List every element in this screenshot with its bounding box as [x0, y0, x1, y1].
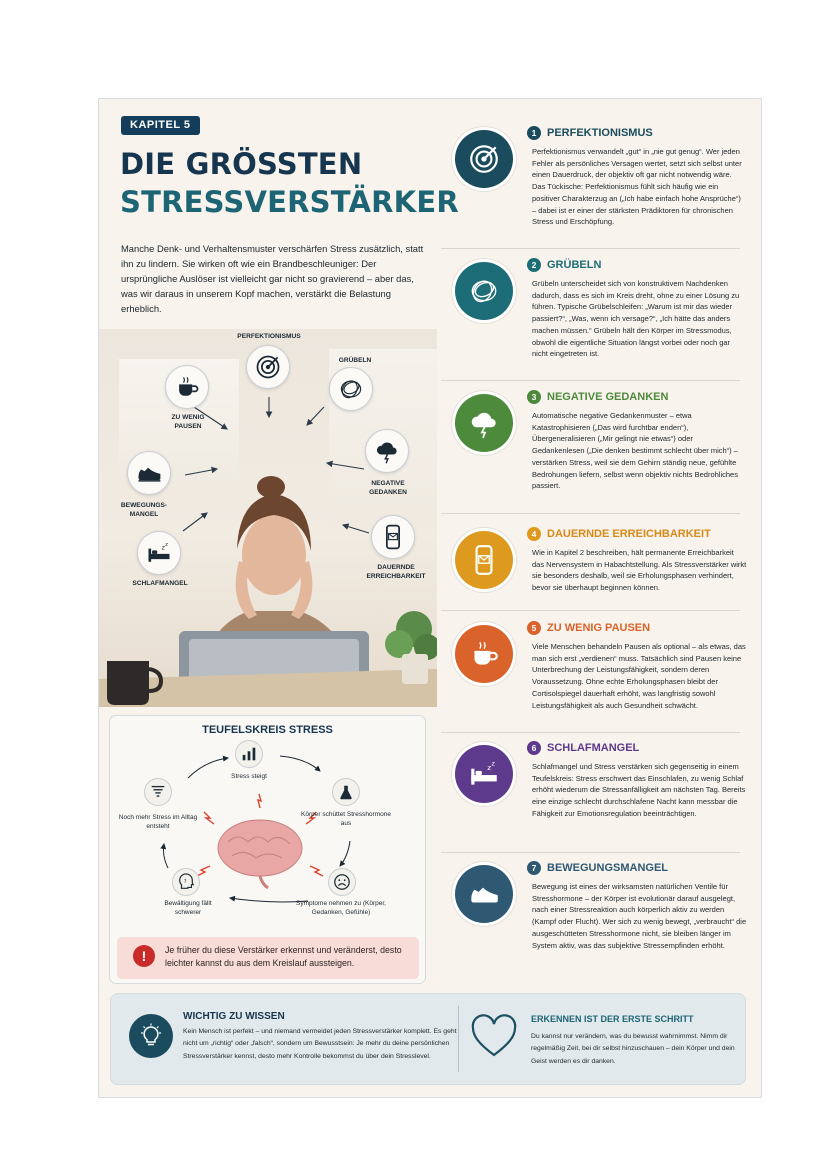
svg-text:z: z: [165, 542, 168, 548]
page-title-line-2: STRESSVERSTÄRKER: [120, 185, 459, 219]
hub-label-perfektionismus: PERFEKTIONISMUS: [237, 333, 301, 340]
scribble-icon: [467, 274, 501, 308]
divider: [441, 380, 740, 381]
item-1-number: 1: [527, 126, 541, 140]
warning-text: Je früher du diese Verstärker erkennst und veränderst, desto leichter kannst du aus dem Kreislauf aussteigen.: [165, 945, 402, 968]
item-5-text: Viele Menschen behandeln Pausen als optional – als etwas, das man sich erst „verdienen“ muss. Tatsächlich sind Pausen keine Unterbrechung der Leistungsfähigkeit, sondern deren Voraussetzung. Ohne echte Erholungsphasen bleibt der Cortisolspiegel dauerhaft erhöht, was langfristig sowohl Leistungsfähigkeit als auch Gesundheit schwächt.: [532, 642, 746, 710]
item-6-number: 6: [527, 741, 541, 755]
cycle-node-symptome: [328, 868, 356, 896]
hub-zu-wenig-pausen: [165, 365, 209, 409]
chapter-badge: KAPITEL 5: [121, 116, 200, 135]
hub-bewegungsmangel: [127, 451, 171, 495]
cycle-node-mehr-stress: [144, 778, 172, 806]
item-4-title: DAUERNDE ERREICHBARKEIT: [547, 528, 711, 540]
hub-gruebeln: [329, 367, 373, 411]
item-1-text: Perfektionismus verwandelt „gut“ in „nie gut genug“. Wer jeden Fehler als persönliches Versagen wertet, setzt sich selbst unter einen Dauerdruck, der objektiv oft gar nicht notwendig wäre. Das Tückische: Perfektionismus fühlt sich häufig wie ein positiver Charakterzug an („Ich habe einfach hohe Ansprüche“) – dabei ist er einer der stärksten Prädiktoren für chronischen Stress und Erschöpfung.: [532, 147, 742, 227]
info-text-left: Kein Mensch ist perfekt – und niemand vermeidet jeden Stressverstärker komplett. Es geht nicht um „richtig“ oder „falsch“, sondern um Bewusstsein: Je mehr du deine persönlichen Stressverstärker kennst, desto mehr Kontrolle bekommst du über dein Stresslevel.: [183, 1028, 457, 1060]
item-6-icon-circle: [455, 745, 513, 803]
smartphone-mail-icon: [379, 523, 407, 551]
svg-text:?: ?: [183, 878, 187, 885]
bar-chart-up-icon: [240, 745, 258, 763]
bed-icon: [467, 757, 501, 791]
item-2-number: 2: [527, 258, 541, 272]
intro-paragraph: Manche Denk- und Verhaltensmuster verschärfen Stress zusätzlich, statt ihn zu lindern. Sie wirken oft wie ein Brandbeschleuniger: Der ursprüngliche Auslöser ist vielleicht gar nicht so gravierend – aber das, was wir daraus in unserem Kopf machen, verstärkt die Belastung erheblich.: [121, 243, 424, 314]
lightbulb-icon: [129, 1014, 173, 1058]
item-4-number: 4: [527, 527, 541, 541]
item-3-text: Automatische negative Gedankenmuster – etwa Katastrophisieren („Das wird furchtbar enden“), Übergeneralisieren („Mir gelingt nie etwas“) oder Gedankenlesen („Die denken bestimmt schlecht über mich“) – verstärken Stress, weil sie dem Gehirn ständig neue, gefühlte Bedrohungen liefern, selbst wenn objektiv nichts Bedrohliches passiert.: [532, 411, 738, 491]
storm-cloud-icon: [467, 406, 501, 440]
item-3-icon-circle: [455, 394, 513, 452]
stress-hub-illustration: [99, 329, 437, 707]
item-4-text: Wie in Kapitel 2 beschreiben, hält permanente Erreichbarkeit das Nervensystem in Habachtstellung. Als Stressverstärker wirkt sie besonders deshalb, weil sie Erholungsphasen verhindert, bevor sie überhaupt beginnen können.: [532, 548, 747, 593]
sneaker-icon: [467, 877, 501, 911]
item-2-text: Grübeln unterscheidet sich von konstruktivem Nachdenken dadurch, dass es sich im Kreis dreht, ohne zu einer Lösung zu führen. Typische Grübelschleifen: „Warum ist mir das wieder passiert?“, „Was, wenn ich versage?“, „Ich hätte das anders machen müssen.“ Grübeln hält den Körper im Stressmodus, obwohl die eigentliche Situation längst vorbei oder noch gar nicht eingetreten ist.: [532, 279, 740, 359]
info-divider: [458, 1006, 459, 1072]
item-7-icon-circle: [455, 865, 513, 923]
info-title-right: ERKENNEN IST DER ERSTE SCHRITT: [531, 1014, 694, 1024]
sneaker-icon: [135, 459, 163, 487]
item-5-icon-circle: [455, 625, 513, 683]
item-7-number: 7: [527, 861, 541, 875]
cycle-title: TEUFELSKREIS STRESS: [202, 724, 333, 736]
divider: [441, 610, 740, 611]
tornado-icon: [149, 783, 167, 801]
target-icon: [467, 142, 501, 176]
item-7-title: BEWEGUNGSMANGEL: [547, 862, 668, 874]
coffee-cup-icon: [173, 373, 201, 401]
item-6-title: SCHLAFMANGEL: [547, 742, 640, 754]
info-text-right: Du kannst nur verändern, was du bewusst wahrnimmst. Nimm dir regelmäßig Zeit, bei dir selbst hinzuschauen – dein Körper und dein Geist werden es dir danken.: [531, 1033, 735, 1065]
cycle-node-bewaeltigung: [172, 868, 200, 896]
smartphone-mail-icon: [467, 543, 501, 577]
item-6-text: Schlafmangel und Stress verstärken sich gegenseitig in einem Teufelskreis: Stress erschwert das Einschlafen, zu wenig Schlaf erhöht wiederum die Stressanfälligkeit am nächsten Tag. Bereits eine einzige schlecht durchschlafene Nacht kann messbar die Fähigkeit zur Emotionsregulation beeinträchtigen.: [532, 762, 746, 818]
storm-cloud-icon: [373, 437, 401, 465]
item-7-text: Bewegung ist eines der wirksamsten natürlichen Ventile für Stresshormone – der Körper ist evolutionär darauf ausgelegt, nach einer Stressreaktion auch körperlich aktiv zu werden (Kampf oder Flucht). Wer sich zu wenig bewegt, „verbraucht“ die ausgeschütteten Stresshormone nicht, sie bleiben länger im System aktiv, was das subjektive Stressempfinden erhöht.: [532, 882, 747, 950]
hub-schlafmangel: [137, 531, 181, 575]
svg-text:z: z: [161, 544, 165, 552]
cycle-step-2: Körper schüttet Stresshormone aus: [301, 811, 391, 827]
hub-label-dauernde-erreichbarkeit: DAUERNDE ERREICHBARKEIT: [366, 564, 426, 580]
cycle-step-4: Bewältigung fällt schwerer: [164, 900, 212, 916]
vicious-cycle-box: [109, 715, 426, 984]
hub-label-negative-gedanken: NEGATIVE GEDANKEN: [369, 480, 407, 496]
item-1-icon-circle: [455, 130, 513, 188]
hub-label-schlafmangel: SCHLAFMANGEL: [132, 580, 188, 587]
bed-icon: [145, 539, 173, 567]
page-title-line-1: DIE GRÖSSTEN: [120, 147, 363, 181]
hub-label-zu-wenig-pausen: ZU WENIG PAUSEN: [171, 414, 205, 430]
svg-text:z: z: [487, 762, 492, 772]
divider: [441, 852, 740, 853]
flask-icon: [337, 783, 355, 801]
divider: [441, 513, 740, 514]
item-2-title: GRÜBELN: [547, 259, 602, 271]
warning-box: [117, 937, 419, 979]
item-5-title: ZU WENIG PAUSEN: [547, 622, 651, 634]
coffee-cup-icon: [467, 637, 501, 671]
heart-icon: [469, 1012, 519, 1062]
cycle-step-5: Noch mehr Stress im Alltag entsteht: [118, 814, 198, 830]
cycle-node-stress-steigt: [235, 740, 263, 768]
cycle-node-hormone: [332, 778, 360, 806]
hub-negative-gedanken: [365, 429, 409, 473]
hub-perfektionismus: [246, 345, 290, 389]
item-3-title: NEGATIVE GEDANKEN: [547, 391, 669, 403]
item-5-number: 5: [527, 621, 541, 635]
info-box: [110, 993, 746, 1085]
head-question-icon: [177, 873, 195, 891]
info-title-left: WICHTIG ZU WISSEN: [183, 1011, 285, 1022]
scribble-icon: [337, 375, 365, 403]
item-1-title: PERFEKTIONISMUS: [547, 127, 653, 139]
hub-label-bewegungsmangel: BEWEGUNGS-MANGEL: [120, 502, 168, 518]
svg-text:z: z: [491, 759, 495, 768]
page: [98, 98, 762, 1098]
item-4-icon-circle: [455, 531, 513, 589]
target-icon: [254, 353, 282, 381]
sad-face-icon: [333, 873, 351, 891]
divider: [441, 732, 740, 733]
hub-label-gruebeln: GRÜBELN: [338, 357, 372, 364]
item-3-number: 3: [527, 390, 541, 404]
cycle-step-1: Stress steigt: [231, 773, 267, 780]
exclamation-icon: !: [133, 945, 155, 967]
divider: [441, 248, 740, 249]
cycle-step-3: Symptome nehmen zu (Körper, Gedanken, Gefühle): [296, 900, 386, 916]
hub-dauernde-erreichbarkeit: [371, 515, 415, 559]
item-2-icon-circle: [455, 262, 513, 320]
